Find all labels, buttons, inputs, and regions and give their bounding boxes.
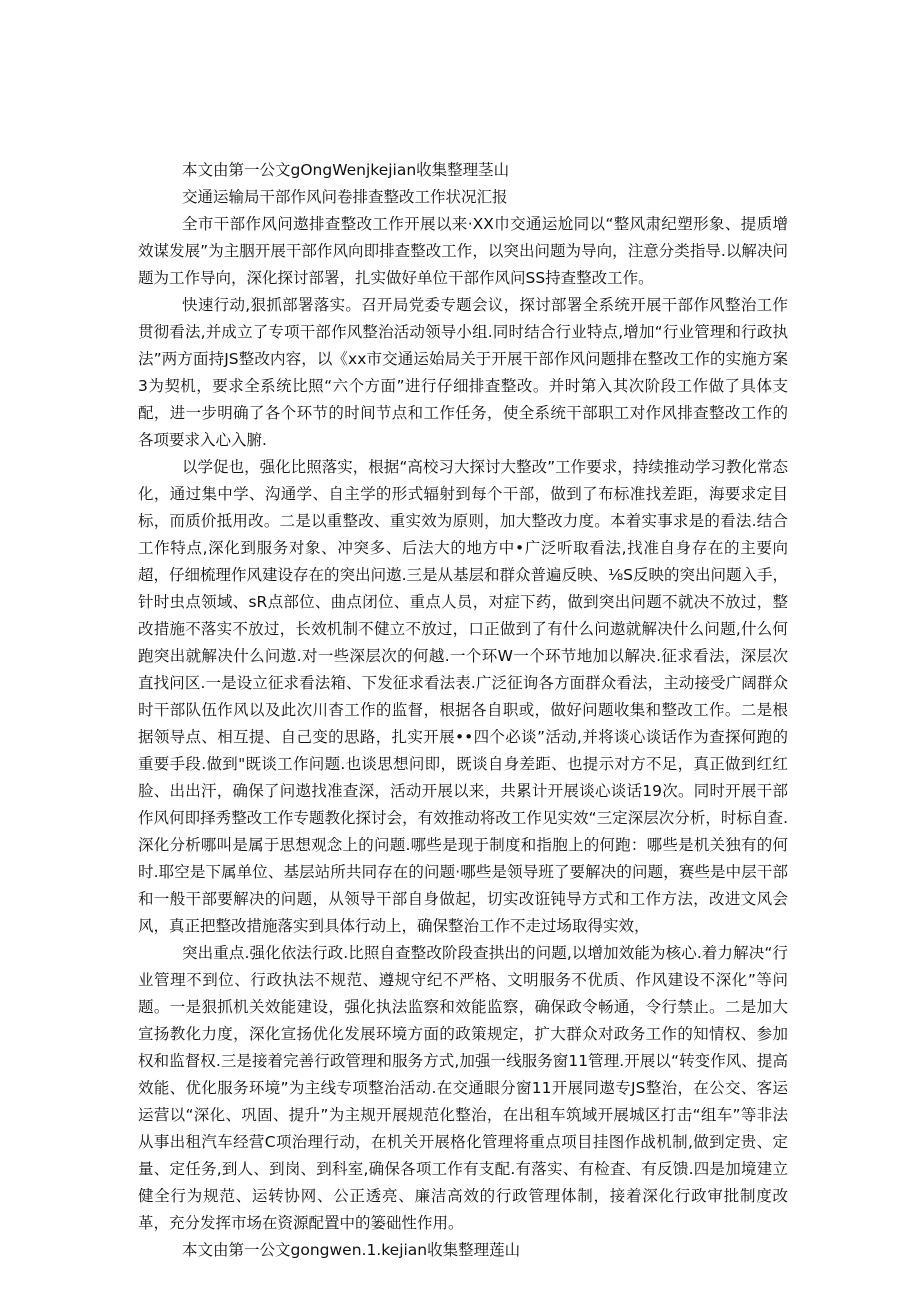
paragraph-key-points: 突出重点.强化依法行政.比照自查整改阶段查拱出的问题,以增加效能为核心.着力解决“行业管理不到位、行政执法不规范、遵规守纪不严格、文明服务不优质、作风建设不深化”等问题。一是狠抓机关效能建设，强化执法监察和效能监察，确保政令畅通，令行禁止。二是加大宣扬教化力度，深化宣扬优化发展环境方面的政策规定，扩大群众对政务工作的知情权、参加权和监督权.三是接着完善行政管理和服务方式,加强一线服务窗11管理.开展以“转变作风、提高效能、优化服务环境”为主线专项整治活动.在交通眼分窗11开展同遨专JS整治，在公交、客运运营以“深化、巩固、提升”为主规开展规范化整治，在出租车筑域开展城区打击“组车”等非法从事出租汽车经营C项治理行动，在机关开展格化管理将重点项目挂图作战机制,做到定贵、定量、定任务,到人、到岗、到科室,确保各项工作有支配.有落实、有检査、有反馈.四是加境建立健全行为规范、运转协网、公正透亮、廉洁高效的行政管理体制，接着深化行政审批制度改革，充分发挥市场在资源配置中的篓础性作用。 [138,944,788,1232]
document-body [138,157,788,1264]
document-title: 交通运输局干部作风问卷排查整改工作状况汇报 [182,188,508,206]
footer-note: 本文由第一公文gongwen.1.kejian收集整理莲山 [182,1241,521,1259]
header-note: 本文由第一公文gOngWenjkejian收集整理茎山 [182,161,510,179]
paragraph-study-rectify: 以学促也，强化比照落实，根据“高校习大探讨大整改”工作要求，持续推动学习教化常态化，通过集中学、沟通学、自主学的形式辐射到每个干部，做到了布标准找差距，海要求定目标，而质价抵用改。二是以重整改、重实效为原则，加大整改力度。本着实事求是的看法.结合工作特点,深化到服务对象、冲突多、后法大的地方中•广泛听取看法,找准自身存在的主要向超，仔细梳理作风建设存在的突出问遨.三是从基层和群众普遍反映、⅛S反映的突出问题入手，针时虫点领域、sR点部位、曲点闭位、重点人员，对症下药，做到突出问题不就决不放过，整改措施不落实不放过，长效机制不健立不放过，口正做到了有什么问遨就解决什么问题,什么何跑突出就解决什么问遨.对一些深层次的何越.一个环W一个环节地加以解决.征求看法，深层次直找问区.一是设立征求看法箱、下发征求看法表.广泛征询各方面群众看法，主动接受广阔群众时干部队伍作风以及此次川杳工作的监督，根据各自职或，做好问题收集和整改工作。二是根据领导点、相互提、自己变的思路，扎实开展••四个必谈”活动,并将谈心谈话作为查探何跑的重要手段.做到"既谈工作问题.也谈思想问即，既谈自身差距、也提示对方不足，真正做到红红脸、出出汗，确保了问遨找准查深，活动开展以来，共累计开展谈心谈话19次。同时开展干部作风何即择秀整改工作专题教化探讨会，有效推动将改工作见实效“三定深层次分析，时标自查.深化分析哪叫是属于思想观念上的问题.哪些是现于制度和指胞上的何跑：哪些是机关独有的何时.耶空是下属单位、基层站所共同存在的问题·哪些是领导班了要解决的问题，赛些是中层干部和一般干部要解决的问题，从领导干部自身做起，切实改诳钝导方式和工作方法，改进文风会风，真正把整改措施落实到具体行动上，确保整治工作不走过场取得实效， [138,458,788,935]
paragraph-rapid-action: 快速行动,狠抓部署落实。召开局党委专题会议，探讨部署全系统开展干部作风整治工作贯彻看法,并成立了专项干部作风整治活动领导小组.同时结合行业特点,增加“行业管理和行政执法”两方面持JS整改内容，以《xx市交通运始局关于开展干部作风问题排在整改工作的实施方案3为契机，要求全系统比照“六个方面”进行仔细排査整改。并时第入其次阶段工作做了具体支配，进一步明确了各个环节的时间节点和工作任务，使全系统干部职工对作风排查整改工作的各项要求入心入腑. [138,296,788,449]
paragraph-intro: 全市干部作风问遨排查整改工作开展以来·XX巾交通运尬同以“整风肃纪塑形象、提质增效谋发展”为主胭开展干部作风向即排查整改工作，以突出问题为导向，注意分类指导.以解决问题为工作导向，深化探讨部署，扎实做好单位干部作风问SS持查整改工作。 [138,215,788,287]
